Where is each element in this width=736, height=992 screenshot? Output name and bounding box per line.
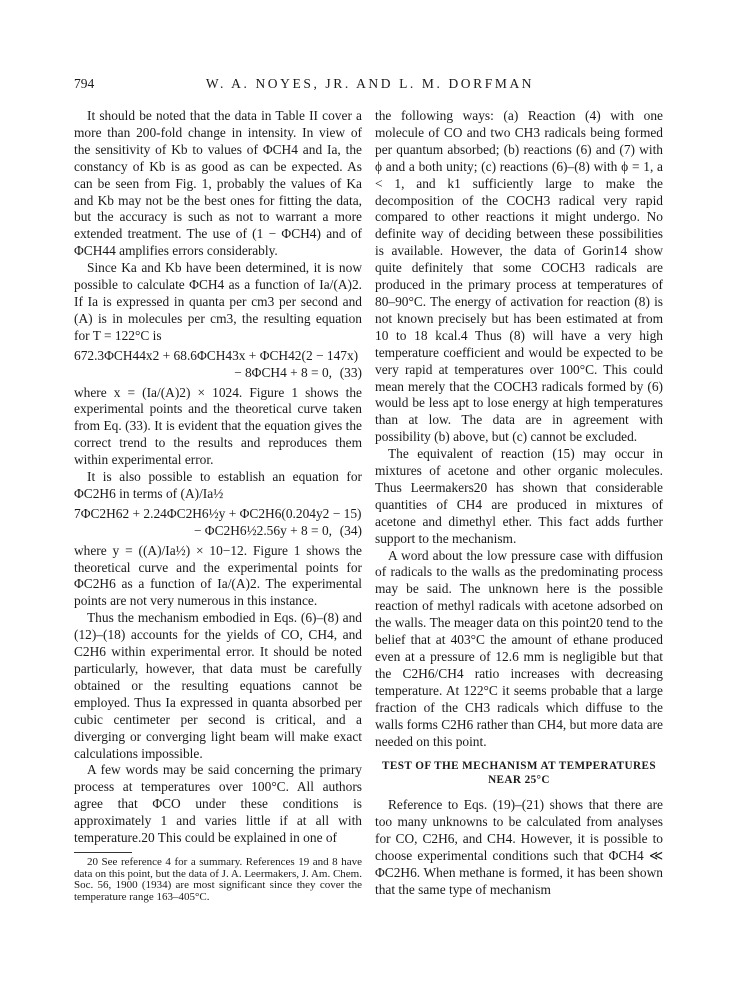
paragraph: Since Ka and Kb have been determined, it is now possible to calculate ΦCH4 as a function of Ia/(A)2. If Ia is expressed in quanta per cm3 per second and (A) is in molecules per cm3, the resulting equation for T = 122°C is [74, 260, 362, 343]
paragraph: The equivalent of reaction (15) may occur in mixtures of acetone and other organic molecules. Thus Leermakers20 has shown that considerable quantities of CH4 are produced in mixtures of acetone and dimethyl ether. This fact adds further support to the mechanism. [375, 446, 663, 546]
equation-line: 672.3ΦCH44x2 + 68.6ΦCH43x + ΦCH42(2 − 147x) [74, 347, 359, 363]
equation-term: − 8ΦCH4 + 8 = 0, [234, 364, 332, 380]
paragraph: It should be noted that the data in Table II cover a more than 200-fold change in intensity. In view of the sensitivity of Kb to values of ΦCH4 and Ia, the constancy of Kb is as good as can be expected. As can be seen from Fig. 1, probably the values of Ka and Kb may not be the best ones for fitting the data, but the accuracy is such as not to warrant a more extended treatment. The use of (1 − ΦCH4) and of ΦCH44 amplifies errors considerably. [74, 108, 362, 259]
footnote: 20 See reference 4 for a summary. References 19 and 8 have data on this point, but the data of J. A. Leermakers, J. Am. Chem. Soc. 56, 1900 (1934) are most significant since they cover the temperature range 163–405°C. [74, 855, 362, 903]
paragraph: where y = ((A)/Ia½) × 10−12. Figure 1 shows the theoretical curve and the experimental points for ΦC2H6 as a function of Ia/(A)2. The experimental points are not very numerous in this instance. [74, 542, 362, 609]
paragraph: Reference to Eqs. (19)–(21) shows that there are too many unknowns to be calculated from analyses for CO, C2H6, and CH4. However, it is possible to choose experimental conditions such that ΦCH4 ≪ ΦC2H6. When methane is formed, it has been shown that the same type of mechanism [375, 797, 663, 897]
equation-line: 7ΦC2H62 + 2.24ΦC2H6½y + ΦC2H6(0.204y2 − 15) [74, 505, 362, 521]
page-header [74, 76, 666, 92]
paragraph: It is also possible to establish an equation for ΦC2H6 in terms of (A)/Ia½ [74, 469, 362, 501]
paragraph: A word about the low pressure case with diffusion of radicals to the walls as the predominating process may be said. The unknown here is the possible reaction of methyl radicals with acetone adsorbed on the walls. The meager data on this point20 tend to the belief that at 403°C the amount of ethane produced even at a pressure of 12.6 mm is negligible but that the C2H6/CH4 ratio increases with decreasing temperature. At 122°C it seems probable that a large fraction of the CH3 radicals which diffuse to the walls forms C2H6 rather than CH4, but more data are needed on this point. [375, 547, 663, 749]
page-number: 794 [74, 76, 95, 91]
paragraph: where x = (Ia/(A)2) × 1024. Figure 1 shows the experimental points and the theoretical curve taken from Eq. (33). It is evident that the equation gives the correct trend to the results and reproduces them within experimental error. [74, 384, 362, 468]
right-column [375, 108, 663, 899]
paragraph: A few words may be said concerning the primary process at temperatures over 100°C. All authors agree that ΦCO under these conditions is approximately 1 and varies little if at all with temperature.20 This could be explained in one of [74, 762, 362, 846]
equation-line [74, 365, 362, 382]
equation-33 [74, 348, 362, 382]
equation-line [74, 523, 362, 540]
paragraph: the following ways: (a) Reaction (4) with one molecule of CO and two CH3 radicals being formed per quantum absorbed; (b) reactions (6) and (7) with ϕ and a both unity; (c) reactions (6)–(8) with ϕ = 1, a < 1, and k1 sufficiently large to make the decomposition of the COCH3 radical very rapid compared to other reactions it might undergo. No definite way of deciding between these possibilities is available. However, the data of Gorin14 show quite definitely that some COCH3 radicals are produced in the primary process at temperatures of 80–90°C. The energy of activation for reaction (8) is not known precisely but has been estimated at from 10 to 18 kcal.4 Thus (8) will have a very high temperature coefficient and would be expected to be very rapid at temperatures over 100°C. This could mean merely that the COCH3 radicals formed by (6) would be less apt to lose energy at high temperatures than at low. The data are in agreement with possibility (b) above, but (c) cannot be excluded. [375, 108, 663, 445]
equation-term: − ΦC2H6½2.56y + 8 = 0, [193, 522, 332, 538]
footnote-divider [74, 852, 132, 853]
equation-34 [74, 506, 362, 540]
section-heading: TEST OF THE MECHANISM AT TEMPERATURES NEAR 25°C [382, 760, 656, 786]
equation-number: (34) [339, 522, 362, 538]
left-column [74, 108, 362, 903]
paragraph: Thus the mechanism embodied in Eqs. (6)–(8) and (12)–(18) accounts for the yields of CO, CH4, and C2H6 within experimental error. It should be noted particularly, however, that data must be carefully obtained or the resulting equations cannot be employed. Thus Ia expressed in quanta absorbed per cubic centimeter per second is critical, and a diverging or converging light beam will make exact calculations impossible. [74, 610, 362, 761]
equation-number: (33) [339, 364, 362, 380]
running-title: W. A. NOYES, JR. AND L. M. DORFMAN [205, 76, 535, 91]
